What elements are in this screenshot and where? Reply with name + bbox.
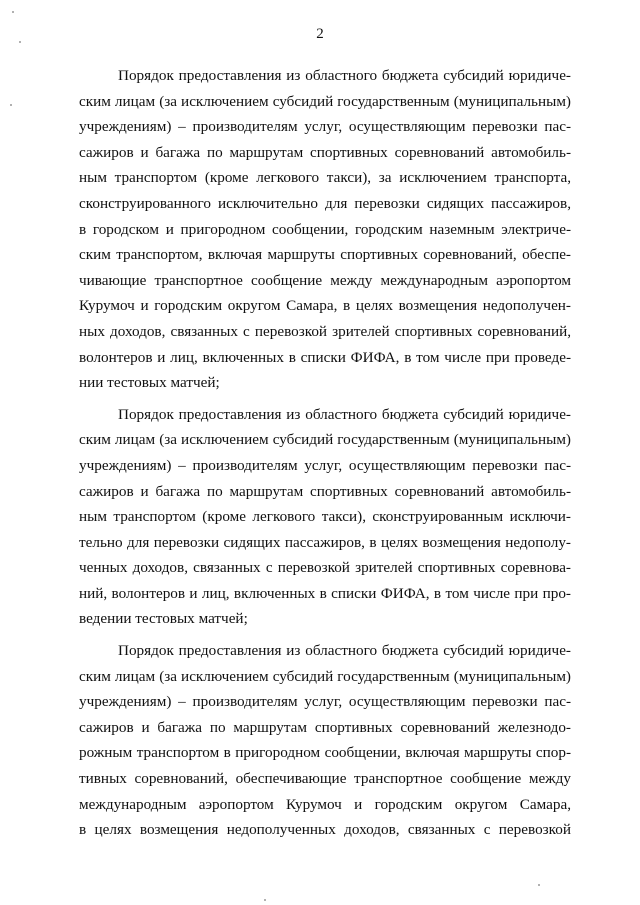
scan-speck [264,899,266,901]
text-line: учреждениям) – производителям услуг, осуществляющим перевозки пас- [79,693,571,711]
text-line: ским транспортом, включая маршруты спортивных соревнований, обеспе- [79,246,571,264]
text-line: ведении тестовых матчей; [79,610,248,628]
text-line: Порядок предоставления из областного бюджета субсидий юридиче- [118,67,571,84]
text-line: ний, волонтеров и лиц, включенных в списки ФИФА, в том числе при про- [79,584,571,602]
text-line: международным аэропортом Курумоч и городским округом Самара, [79,795,571,813]
text-line: ским лицам (за исключением субсидий государственным (муниципальным) [79,667,571,685]
text-line: в городском и пригородном сообщении, городским наземным электриче- [79,220,571,238]
paragraph [79,638,571,843]
text-line: волонтеров и лиц, включенных в списки ФИФА, в том числе при проведе- [79,348,571,366]
text-line: Порядок предоставления из областного бюджета субсидий юридиче- [118,405,571,423]
text-line: ченных доходов, связанных с перевозкой зрителей спортивных соревнова- [79,559,571,577]
text-line: учреждениям) – производителям услуг, осуществляющим перевозки пас- [79,456,571,474]
text-line: Курумоч и городским округом Самара, в целях возмещения недополучен- [79,297,571,315]
text-line: нии тестовых матчей; [79,374,220,392]
text-line: рожным транспортом в пригородном сообщении, включая маршруты спор- [79,744,571,762]
page-number: 2 [316,26,324,42]
scan-speck [10,104,12,106]
text-line: учреждениям) – производителям услуг, осуществляющим перевозки пас- [79,118,571,136]
text-line: ским лицам (за исключением субсидий государственным (муниципальным) [79,92,571,110]
text-line: сажиров и багажа по маршрутам спортивных соревнований железнодо- [79,718,571,736]
text-line: чивающие транспортное сообщение между международным аэропортом [79,271,571,289]
scan-speck [12,11,14,13]
text-line: ским лицам (за исключением субсидий государственным (муниципальным) [79,431,571,449]
paragraph [79,63,571,396]
scan-speck [19,41,21,43]
text-line: сажиров и багажа по маршрутам спортивных соревнований автомобиль- [79,482,571,500]
text-line: ным транспортом (кроме легкового такси), за исключением транспорта, [79,169,571,187]
document-body [79,63,571,849]
text-line: в целях возмещения недополученных доходов, связанных с перевозкой [79,821,571,839]
text-line: сажиров и багажа по маршрутам спортивных соревнований автомобиль- [79,143,571,161]
text-line: ных доходов, связанных с перевозкой зрителей спортивных соревнований, [79,322,571,340]
text-line: Порядок предоставления из областного бюджета субсидий юридиче- [118,642,571,660]
text-line: тельно для перевозки сидящих пассажиров, в целях возмещения недополу- [79,533,571,551]
text-line: ным транспортом (кроме легкового такси), сконструированным исключи- [79,508,571,526]
text-line: тивных соревнований, обеспечивающие транспортное сообщение между [79,770,571,788]
scan-speck [538,884,540,886]
text-line: сконструированного исключительно для перевозки сидящих пассажиров, [79,194,571,212]
paragraph [79,402,571,632]
